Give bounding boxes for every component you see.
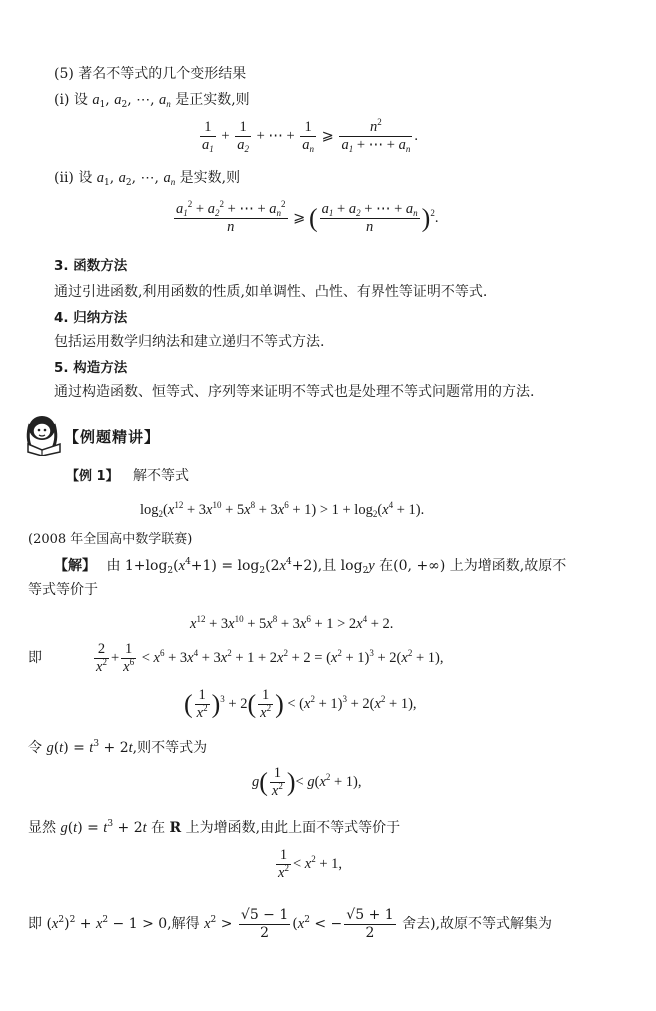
ling-line: 令 $g(t) = t^3 + 2t$,则不等式为 bbox=[28, 739, 208, 756]
student-reading-icon bbox=[24, 414, 64, 456]
formula-step-1: $\frac{2}{x^2}$ + $\frac{1}{x^6}$ < $x^6 + 3x^4 + 3x^2 + 1 + 2x^2 + 2 = (x^2 + 1)^3 + 2(x^2 + 1)$, bbox=[96, 641, 444, 676]
ji-label: 即 bbox=[28, 650, 42, 666]
method-4-body: 包括运用数学归纳法和建立递归不等式方法. bbox=[54, 334, 325, 350]
section5-title-text: (5) 著名不等式的几个变形结果 bbox=[54, 66, 247, 82]
example1-inequality: $\log_2(x^{12} + 3x^{10} + 5x^8 + 3x^6 + 1) > 1 + \log_2(x^4 + 1)$. bbox=[140, 500, 425, 519]
formula-g-inequality: g( $\frac{1}{x^2}$ )< $g(x^2 + 1)$, bbox=[252, 765, 362, 800]
method-4-heading: 4. 归纳方法 bbox=[54, 310, 128, 326]
example-banner bbox=[24, 414, 224, 456]
item-ii-intro bbox=[54, 168, 240, 188]
xianran-line: 显然 $g(t) = t^3 + 2t$ 在 R 上为增函数,由此上面不等式等价于 bbox=[28, 819, 401, 836]
method-3-heading: 3. 函数方法 bbox=[54, 258, 128, 274]
item-i-intro-text: (ⅰ) 设 $a_1$, $a_2$, ⋯, $a_n$ 是正实数,则 bbox=[54, 92, 250, 110]
example1-source: (2008 年全国高中数学联赛) bbox=[28, 532, 193, 547]
example1-header bbox=[66, 466, 189, 487]
formula-reduced: $\frac{1}{x^2}$ < $x^2 + 1$, bbox=[278, 847, 342, 882]
example1-label: 【例 1】 bbox=[66, 469, 119, 484]
example1-text: 解不等式 bbox=[133, 468, 190, 484]
solution-line-1: 【解】 由 $1+\log_2(x^4+1) = \log_2(2x^4+2)$,且 $\log_2y$ 在(0, +∞) 上为增函数,故原不 bbox=[54, 557, 567, 576]
formula-harmonic: $\frac{1}{a_1}$ + $\frac{1}{a_2}$ + ⋯ + $\frac{1}{a_n}$ ⩾ $\frac{n^2}{a_1 + \cdots + a_n}$ . bbox=[202, 117, 418, 155]
section5-title bbox=[54, 64, 246, 84]
banner-title: 【例题精讲】 bbox=[64, 428, 161, 446]
equivalent-inequality: $x^{12} + 3x^{10} + 5x^8 + 3x^6 + 1 > 2x^4 + 2$. bbox=[190, 614, 394, 632]
item-i-intro bbox=[54, 90, 250, 110]
method-5-body: 通过构造函数、恒等式、序列等来证明不等式也是处理不等式问题常用的方法. bbox=[54, 384, 535, 400]
solution-label: 【解】 bbox=[54, 558, 96, 574]
method-5-heading: 5. 构造方法 bbox=[54, 360, 128, 376]
final-line: 即 $(x^2)^2 + x^2 - 1 > 0$,解得 $x^2$ > $\frac{√5 - 1}{2}$ ($x^2$ < − $\frac{√5 + 1}{2}$ 舍去),故原不等式解集为 bbox=[28, 906, 553, 941]
item-ii-intro-text: (ⅱ) 设 $a_1$, $a_2$, ⋯, $a_n$ 是实数,则 bbox=[54, 170, 241, 188]
formula-step-2: ( $\frac{1}{x^2}$ )$^3$ + 2( $\frac{1}{x^2}$ ) < $(x^2 + 1)^3 + 2(x^2 + 1)$, bbox=[184, 687, 417, 722]
method-3-body: 通过引进函数,利用函数的性质,如单调性、凸性、有界性等证明不等式. bbox=[54, 284, 488, 300]
solution-line-2: 等式等价于 bbox=[28, 582, 98, 598]
formula-power-mean: $\frac{a_1^2 + a_2^2 + \cdots + a_n^2}{n}$ ⩾ ( $\frac{a_1 + a_2 + \cdots + a_n}{n}$ )$^2$. bbox=[176, 199, 439, 236]
